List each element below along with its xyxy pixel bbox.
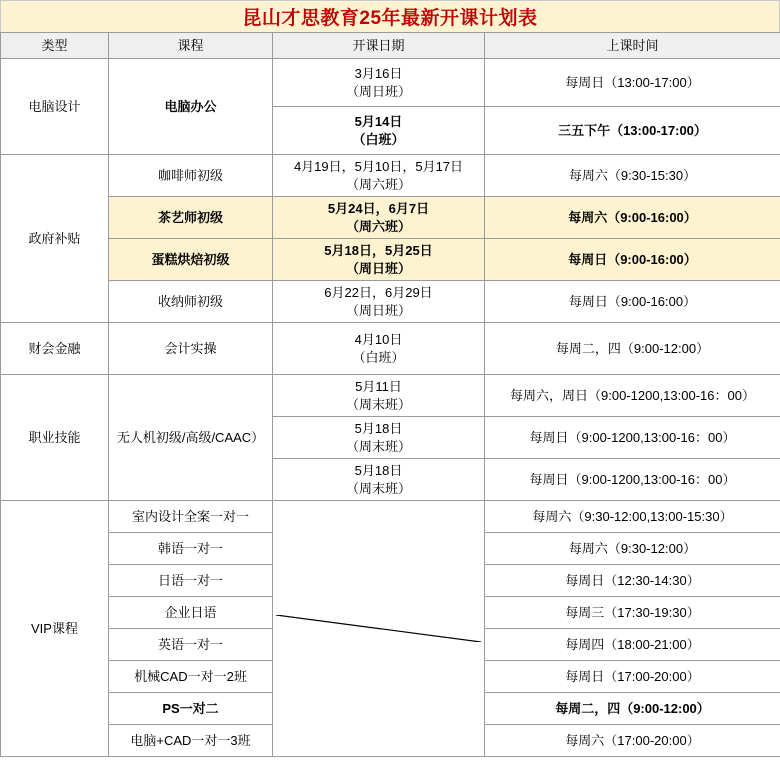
date-sub: （周六班） xyxy=(345,176,411,192)
table-row xyxy=(1,323,780,375)
course-name: 室内设计全案一对一 xyxy=(109,501,273,533)
course-name: PS一对二 xyxy=(109,693,273,725)
schedule-table xyxy=(0,32,780,757)
course-name: 英语一对一 xyxy=(109,629,273,661)
table-row xyxy=(1,59,780,107)
date-main: 6月22日，6月29日 xyxy=(324,284,433,300)
table-row xyxy=(1,239,780,281)
group-type-computer-design: 电脑设计 xyxy=(1,59,109,155)
course-date xyxy=(273,417,485,459)
column-header-date: 开课日期 xyxy=(273,33,485,59)
date-main: 5月11日 xyxy=(355,378,402,394)
course-date xyxy=(273,459,485,501)
course-date xyxy=(273,375,485,417)
course-time: 每周六，周日（9:00-1200,13:00-16：00） xyxy=(485,375,780,417)
date-main: 5月18日 xyxy=(354,420,403,436)
date-main: 5月14日 xyxy=(354,113,403,129)
group-type-vocational-skills: 职业技能 xyxy=(1,375,109,501)
date-sub: （周日班） xyxy=(345,260,411,276)
date-sub: （周末班） xyxy=(345,438,411,454)
course-time: 每周六（9:00-16:00） xyxy=(485,197,780,239)
course-time: 每周日（12:30-14:30） xyxy=(485,565,780,597)
date-sub: （周末班） xyxy=(345,480,411,496)
course-date xyxy=(273,239,485,281)
group-type-vip-courses: VIP课程 xyxy=(1,501,109,757)
date-main: 4月19日，5月10日，5月17日 xyxy=(293,158,464,174)
course-time: 每周六（9:30-15:30） xyxy=(485,155,780,197)
page-title: 昆山才思教育25年最新开课计划表 xyxy=(242,8,538,29)
course-time: 每周三（17:30-19:30） xyxy=(485,597,780,629)
course-name: 会计实操 xyxy=(109,323,273,375)
course-name: 咖啡师初级 xyxy=(109,155,273,197)
course-time: 三五下午（13:00-17:00） xyxy=(485,107,780,155)
course-name: 茶艺师初级 xyxy=(109,197,273,239)
course-name: 无人机初级/高级/CAAC） xyxy=(109,375,273,501)
course-date xyxy=(273,59,485,107)
course-time: 每周二，四（9:00-12:00） xyxy=(485,693,780,725)
date-sub: （周日班） xyxy=(345,302,411,318)
empty-date-cell-diagonal xyxy=(273,501,485,757)
date-sub: （白班） xyxy=(352,349,405,365)
column-header-course: 课程 xyxy=(109,33,273,59)
table-row xyxy=(1,375,780,417)
course-name: 日语一对一 xyxy=(109,565,273,597)
course-name: 电脑+CAD一对一3班 xyxy=(109,725,273,757)
course-name: 收纳师初级 xyxy=(109,281,273,323)
course-date xyxy=(273,323,485,375)
course-time: 每周日（9:00-16:00） xyxy=(485,239,780,281)
document-title-bar xyxy=(0,0,780,32)
course-name: 电脑办公 xyxy=(109,59,273,155)
course-time: 每周日（13:00-17:00） xyxy=(485,59,780,107)
date-sub: （周六班） xyxy=(345,218,411,234)
course-time: 每周日（9:00-1200,13:00-16：00） xyxy=(485,459,780,501)
course-time: 每周日（9:00-1200,13:00-16：00） xyxy=(485,417,780,459)
course-date xyxy=(273,197,485,239)
date-main: 5月24日，6月7日 xyxy=(327,200,430,216)
date-sub: （周末班） xyxy=(345,396,411,412)
date-main: 3月16日 xyxy=(354,65,403,81)
course-name: 蛋糕烘焙初级 xyxy=(109,239,273,281)
course-time: 每周六（9:30-12:00） xyxy=(485,533,780,565)
course-name: 企业日语 xyxy=(109,597,273,629)
table-row xyxy=(1,281,780,323)
diagonal-line-icon xyxy=(276,615,481,642)
table-header-row xyxy=(1,33,780,59)
course-time: 每周六（9:30-12:00,13:00-15:30） xyxy=(485,501,780,533)
table-row xyxy=(1,155,780,197)
group-type-finance-accounting: 财会金融 xyxy=(1,323,109,375)
date-sub: （周日班） xyxy=(345,83,411,99)
course-time: 每周日（9:00-16:00） xyxy=(485,281,780,323)
group-type-government-subsidy: 政府补贴 xyxy=(1,155,109,323)
course-name: 韩语一对一 xyxy=(109,533,273,565)
course-date xyxy=(273,155,485,197)
date-main: 5月18日，5月25日 xyxy=(324,242,433,258)
course-time: 每周日（17:00-20:00） xyxy=(485,661,780,693)
date-main: 4月10日 xyxy=(354,331,403,347)
course-time: 每周二，四（9:00-12:00） xyxy=(485,323,780,375)
course-date xyxy=(273,281,485,323)
date-sub: （白班） xyxy=(352,131,405,147)
course-time: 每周六（17:00-20:00） xyxy=(485,725,780,757)
course-date xyxy=(273,107,485,155)
date-main: 5月18日 xyxy=(354,462,403,478)
column-header-time: 上课时间 xyxy=(485,33,780,59)
course-time: 每周四（18:00-21:00） xyxy=(485,629,780,661)
course-name: 机械CAD一对一2班 xyxy=(109,661,273,693)
table-row xyxy=(1,501,780,533)
table-row xyxy=(1,197,780,239)
column-header-type: 类型 xyxy=(1,33,109,59)
